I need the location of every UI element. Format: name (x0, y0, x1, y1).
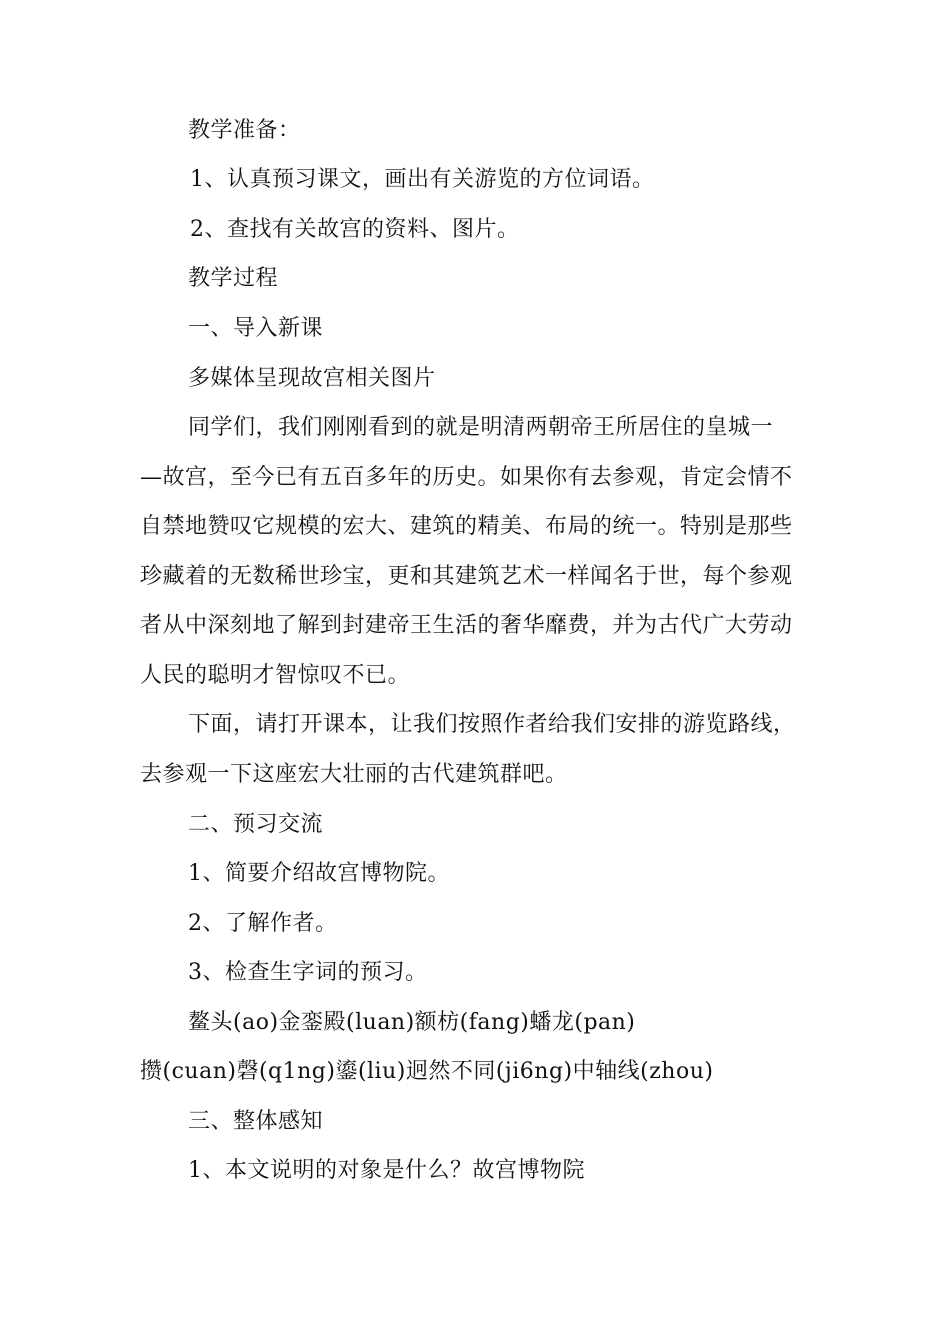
paragraph-line: 去参观一下这座宏大壮丽的古代建筑群吧。 (140, 762, 568, 787)
list-item: 1、本文说明的对象是什么？故宫博物院 (188, 1158, 585, 1183)
vocabulary-line-2: 攒(cuan)磬(q1ng)鎏(liu)迥然不同(ji6ng)中轴线(zhou) (140, 1059, 714, 1084)
paragraph-line: 同学们，我们刚刚看到的就是明清两朝帝王所居住的皇城一 (188, 415, 774, 440)
heading-teaching-process: 教学过程 (188, 266, 279, 291)
paragraph-line: 人民的聪明才智惊叹不已。 (140, 663, 411, 688)
preparation-item-2: 2、查找有关故宫的资料、图片。 (190, 217, 520, 242)
section-1-heading: 一、导入新课 (188, 316, 324, 341)
paragraph-line: 多媒体呈现故宫相关图片 (188, 366, 436, 391)
paragraph-line: 下面，请打开课本，让我们按照作者给我们安排的游览路线， (188, 712, 796, 737)
list-item: 2、了解作者。 (188, 911, 338, 936)
paragraph-line: 自禁地赞叹它规模的宏大、建筑的精美、布局的统一。特别是那些 (140, 514, 793, 539)
paragraph-line: —故宫，至今已有五百多年的历史。如果你有去参观，肯定会情不 (140, 465, 793, 490)
list-item: 3、检查生字词的预习。 (188, 960, 428, 985)
section-2-heading: 二、预习交流 (188, 812, 324, 837)
preparation-item-1: 1、认真预习课文，画出有关游览的方位词语。 (190, 167, 655, 192)
paragraph-line: 者从中深刻地了解到封建帝王生活的奢华靡费，并为古代广大劳动 (140, 613, 793, 638)
vocabulary-line-1: 鳌头(ao)金銮殿(luan)额枋(fang)蟠龙(pan) (188, 1010, 636, 1035)
list-item: 1、简要介绍故宫博物院。 (188, 861, 450, 886)
section-3-heading: 三、整体感知 (188, 1109, 324, 1134)
heading-teaching-preparation: 教学准备： (188, 118, 301, 143)
paragraph-line: 珍藏着的无数稀世珍宝，更和其建筑艺术一样闻名于世，每个参观 (140, 564, 793, 589)
